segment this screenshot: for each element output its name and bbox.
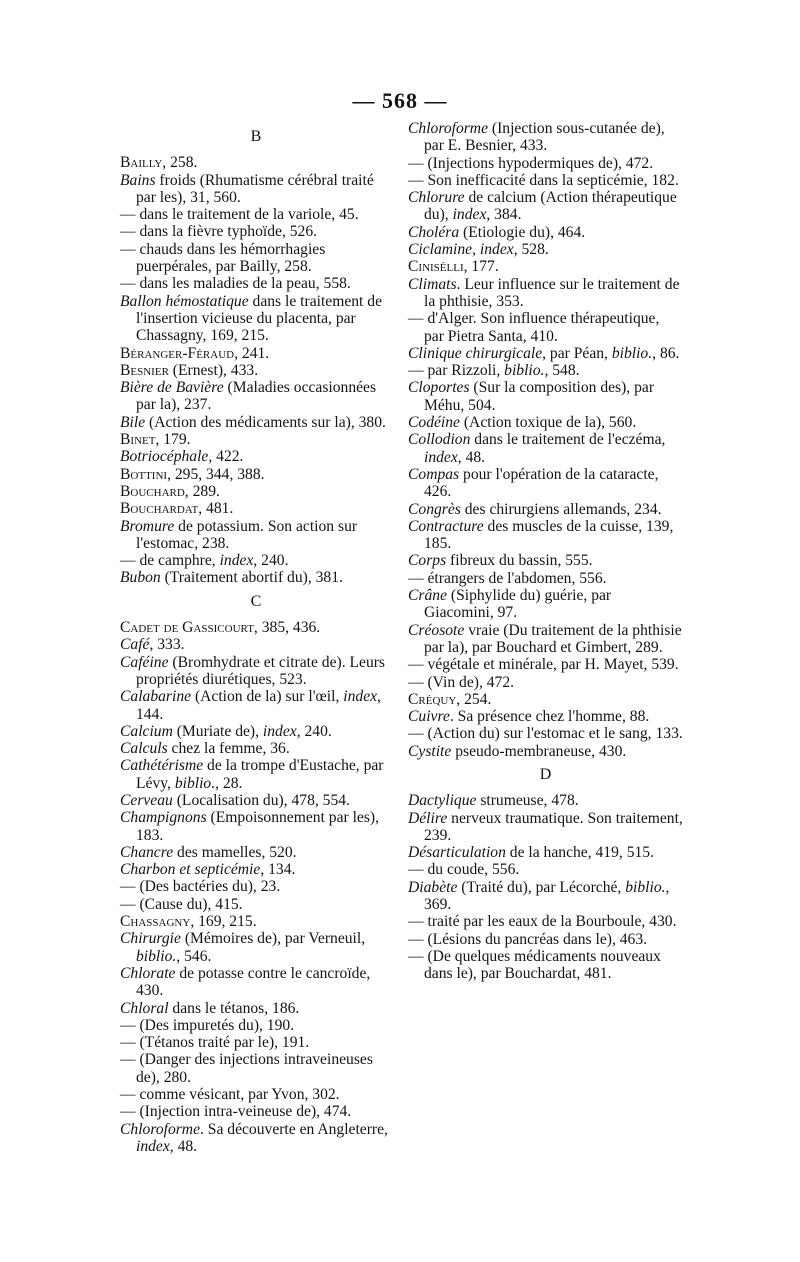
entry-author-name: Béranger-Féraud [120,344,235,362]
entry-text: nerveux traumatique. Son traitement, 239. [424,809,683,844]
index-entry [120,654,392,689]
entry-term-italic: biblio. [625,878,666,896]
index-entry [408,948,683,983]
entry-term-italic: index [424,448,458,466]
index-entry [120,223,392,240]
entry-text: , 333. [149,636,185,654]
entry-text: chez la femme, 36. [167,740,290,758]
entry-text: (Bromhydrate et citrate de). Leurs propriétés diurétiques, 523. [136,653,386,688]
index-entry [120,1121,392,1156]
entry-text: — du coude, 556. [408,861,520,879]
entry-text: (Etiologie du), 464. [459,223,586,241]
entry-text: (Action des médicaments sur la), 380. [145,413,386,431]
entry-text: (Sur la composition des), par Méhu, 504. [424,379,655,414]
entry-author-name: Cadet de Gassicourt [120,619,254,637]
entry-text: — végétale et minérale, par H. Mayet, 539. [408,656,679,674]
entry-term-italic: Clinique chirurgicale [408,344,543,362]
entry-author-name: Bailly [120,154,163,172]
index-entry [408,810,683,845]
index-entry [408,743,683,760]
entry-text: (Siphylide du) guérie, par Giacomini, 97. [424,587,612,622]
entry-term-italic: index [479,241,514,259]
entry-author-name: Créquy [408,690,457,708]
entry-term-italic: biblio. [504,362,545,380]
entry-text: des mamelles, 520. [173,843,297,861]
left-column [120,120,392,1155]
entry-term-italic: Chlorure [408,189,465,207]
entry-term-italic: Dactylique [408,792,477,810]
entry-term-italic: Bile [120,413,146,431]
entry-term-italic: Désarticulation [408,844,506,862]
index-entry [120,552,392,569]
entry-term-italic: Calculs [120,740,168,758]
entry-text: vraie (Du traitement de la phthisie par la), par Bouchard et Gimbert, 289. [424,621,682,656]
index-entry [408,725,683,742]
index-entry [120,1034,392,1051]
index-entry [120,518,392,553]
entry-term-italic: Champignons [120,809,207,827]
entry-text: — (Injection intra-veineuse de), 474. [120,1103,352,1121]
entry-term-italic: biblio. [136,947,177,965]
entry-term-italic: Charbon et septicémie [120,861,261,879]
entry-text: , 134. [260,861,296,879]
entry-text: , 422. [208,448,244,466]
entry-text: — (Des bactéries du), 23. [120,878,281,896]
entry-term-italic: Chloroforme [408,120,488,137]
index-entry [120,241,392,276]
index-entry [120,172,392,207]
entry-text: pour l'opération de la cataracte, 426. [424,465,659,501]
index-entry [408,552,683,569]
index-entry [120,844,392,861]
entry-text: — dans les maladies de la peau, 558. [120,275,351,293]
index-entry [408,172,683,189]
entry-text: — (Tétanos traité par le), 191. [120,1034,310,1052]
entry-text: — dans la fièvre typhoïde, 526. [120,223,318,241]
index-entry [120,466,392,483]
index-entry [120,431,392,448]
entry-text: (Action de la) sur l'œil, [191,688,344,706]
entry-term-italic: Créosote [408,621,465,639]
index-entry [120,362,392,379]
entry-term-italic: Compas [408,465,460,483]
index-entry [120,154,392,171]
section-letter: D [539,765,552,783]
entry-term-italic: Bière de Bavière [120,379,224,397]
index-entry [120,792,392,809]
entry-term-italic: Cloportes [408,379,470,397]
entry-text: (Traité du), par Lécorché, [457,878,626,896]
entry-text: , 241. [234,344,270,362]
entry-term-italic: Chirurgie [120,930,181,948]
index-entry [120,379,392,414]
entry-text: — Son inefficacité dans la septicémie, 182. [408,171,679,189]
index-entry [120,569,392,586]
entry-text: de calcium (Action thérapeutique du), [424,189,677,224]
right-column [408,120,683,983]
index-entry [408,879,683,914]
index-entry [408,708,683,725]
entry-term-italic: Caféine [120,653,169,671]
entry-text: , 384. [486,206,522,224]
entry-term-italic: Collodion [408,431,471,449]
entry-term-italic: Bains [120,171,156,189]
index-entry [120,1103,392,1120]
index-entry [408,345,683,362]
entry-text: , 385, 436. [253,619,321,637]
index-entry [120,723,392,740]
entry-term-italic: Café [120,636,150,654]
entry-text: , 240. [253,552,289,570]
entry-text: , 240. [296,722,332,740]
index-entry [120,878,392,895]
entry-term-italic: biblio. [174,774,216,792]
entry-text: — (Danger des injections intraveineuses de), 280. [120,1051,373,1086]
entry-term-italic: Choléra [408,223,460,241]
index-entry [120,1051,392,1086]
entry-text: — (Vin de), 472. [408,673,515,691]
entry-text: strumeuse, 478. [476,792,579,810]
entry-text: — (De quelques médicaments nouveaux dans le), par Bouchardat, 481. [408,947,661,983]
entry-author-name: Cinisélli [408,258,464,276]
entry-text: de potasse contre le cancroïde, 430. [136,964,371,1000]
entry-text: — (Injections hypodermiques de), 472. [408,154,654,172]
entry-text: — chauds dans les hémorrhagies puerpérales, par Bailly, 258. [120,240,326,276]
index-entry [120,861,392,878]
entry-text: dans le traitement de l'insertion vicieuse du placenta, par Chassagny, 169, 215. [136,292,383,345]
index-entry [120,1017,392,1034]
entry-term-italic: Cerveau [120,791,173,809]
index-entry [408,570,683,587]
entry-text: (Ernest), 433. [168,361,259,379]
entry-text: , 295, 344, 388. [167,465,265,483]
entry-text: dans le traitement de l'eczéma, [470,431,666,449]
entry-text: . Sa présence chez l'homme, 88. [449,708,650,726]
entry-text: (Localisation du), 478, 554. [172,791,350,809]
page-number: — 568 — [352,88,448,113]
index-entry [408,587,683,622]
entry-term-italic: Climats [408,275,457,293]
entry-text: — (Des impuretés du), 190. [120,1016,295,1034]
entry-text: , 258. [162,154,198,172]
index-entry [408,241,683,258]
entry-text: — traité par les eaux de la Bourboule, 430. [408,913,677,931]
entry-term-italic: index [452,206,487,224]
entry-text: dans le tétanos, 186. [168,999,300,1017]
section-letter: C [250,592,262,610]
index-entry [120,913,392,930]
index-entry [120,1000,392,1017]
index-entry [120,448,392,465]
entry-text: , 254. [456,690,492,708]
entry-term-italic: Codéine [408,414,460,432]
entry-text: (Traitement abortif du), 381. [160,569,343,587]
entry-text: , 546. [176,947,212,965]
entry-term-italic: Ciclamine [408,241,473,259]
entry-term-italic: Délire [408,809,448,827]
entry-text: — par Rizzoli, [408,362,505,380]
entry-author-name: Besnier [120,361,169,379]
index-entry [120,740,392,757]
entry-term-italic: Cathétérisme [120,757,204,775]
index-entry [408,518,683,553]
entry-term-italic: Cystite [408,742,452,760]
entry-text: , 144. [136,688,381,723]
index-entry [120,1086,392,1103]
entry-term-italic: Chloral [120,999,169,1017]
index-entry [120,688,392,723]
index-entry [120,930,392,965]
index-entry [120,483,392,500]
entry-text: — de camphre, [120,552,220,570]
index-entry [408,861,683,878]
index-entry [120,500,392,517]
index-entry [408,310,683,345]
entry-term-italic: Ballon hémostatique [120,292,249,310]
entry-text: , 48. [169,1137,198,1155]
index-entry [120,619,392,636]
entry-term-italic: Bubon [120,569,161,587]
entry-text: (Mémoires de), par Verneuil, [180,930,366,948]
index-entry [120,757,392,792]
entry-text: (Empoisonnement par les), 183. [136,809,380,844]
entry-text: (Muriate de), [172,722,263,740]
entry-author-name: Binet [120,431,156,449]
entry-term-italic: index [219,552,254,570]
entry-text: , 179. [155,431,191,449]
index-entry [408,155,683,172]
index-entry [408,258,683,275]
index-entry [408,414,683,431]
entry-term-italic: Calcium [120,722,173,740]
entry-text: de potassium. Son action sur l'estomac, 238. [136,517,358,552]
entry-text: (Action toxique de la), 560. [459,414,637,432]
index-entry [408,120,683,155]
index-entry [120,345,392,362]
index-entry [120,206,392,223]
index-entry [408,224,683,241]
entry-text: — étrangers de l'abdomen, 556. [408,569,607,587]
index-entry [408,189,683,224]
index-entry [120,809,392,844]
entry-author-name: Bouchardat [120,500,199,518]
entry-text: , 28. [215,774,243,792]
entry-text: , 481. [198,500,234,518]
entry-term-italic: Chloroforme [120,1120,200,1138]
entry-text: , 528. [513,241,549,259]
index-entry [408,792,683,809]
index-entry [408,466,683,501]
entry-author-name: Bouchard [120,482,185,500]
index-entry [408,913,683,930]
entry-text: — dans le traitement de la variole, 45. [120,206,359,224]
section-letter: B [250,128,262,145]
entry-term-italic: Bromure [120,517,175,535]
index-entry [408,276,683,311]
index-entry [120,275,392,292]
entry-text: , 548. [544,362,580,380]
entry-term-italic: index [343,688,378,706]
index-entry [408,674,683,691]
entry-text: . Sa découverte en Angleterre, [200,1120,388,1138]
entry-text: des chirurgiens allemands, 234. [460,500,662,518]
entry-text: — (Action du) sur l'estomac et le sang, 133. [408,725,683,743]
entry-text: pseudo-membraneuse, 430. [451,742,627,760]
entry-author-name: Bottini [120,465,168,483]
entry-term-italic: Diabète [408,878,458,896]
entry-text: , 177. [463,258,499,276]
entry-text: froids (Rhumatisme cérébral traité par les), 31, 560. [136,171,374,206]
index-entry [408,431,683,466]
entry-text: de la trompe d'Eustache, par Lévy, [136,757,384,792]
entry-text: — comme vésicant, par Yvon, 302. [120,1086,340,1104]
index-entry [408,622,683,657]
entry-text: — (Cause du), 415. [120,895,243,913]
entry-text: (Maladies occasionnées par la), 237. [136,379,377,414]
index-entry [408,656,683,673]
index-entry [408,931,683,948]
entry-text: , par Péan, [542,344,612,362]
index-entry [120,636,392,653]
entry-text: . Leur influence sur le traitement de la phthisie, 353. [424,275,680,310]
index-entry [120,896,392,913]
entry-term-italic: Cuivre [408,708,450,726]
entry-text: , 289. [184,482,220,500]
index-entry [408,844,683,861]
entry-text: , 86. [652,344,680,362]
index-entry [120,293,392,345]
index-entry [408,379,683,414]
entry-term-italic: biblio. [611,344,653,362]
index-entry [120,965,392,1000]
entry-author-name: Chassagny [120,913,191,931]
entry-term-italic: Corps [408,552,447,570]
entry-term-italic: Contracture [408,517,484,535]
index-entry [408,501,683,518]
entry-text: , 369. [424,878,670,914]
entry-term-italic: Crâne [408,587,447,605]
entry-text: — d'Alger. Son influence thérapeutique, par Pietra Santa, 410. [408,310,660,345]
entry-term-italic: index [136,1137,170,1155]
entry-text: de la hanche, 419, 515. [505,844,654,862]
entry-term-italic: Chancre [120,843,174,861]
entry-term-italic: Botriocéphale [120,448,209,466]
entry-text: , 48. [457,448,486,466]
entry-text: , 169, 215. [190,913,257,931]
entry-term-italic: Calabarine [120,688,192,706]
index-entry [408,362,683,379]
index-entry [408,691,683,708]
entry-term-italic: Congrès [408,500,461,518]
entry-text: (Injection sous-cutanée de), par E. Besnier, 433. [424,120,665,155]
entry-term-italic: index [262,722,297,740]
entry-text: , [472,241,480,259]
entry-term-italic: Chlorate [120,964,176,982]
entry-text: fibreux du bassin, 555. [446,552,593,570]
entry-text: — (Lésions du pancréas dans le), 463. [408,930,648,948]
index-entry [120,414,392,431]
entry-text: des muscles de la cuisse, 139, 185. [424,517,674,553]
